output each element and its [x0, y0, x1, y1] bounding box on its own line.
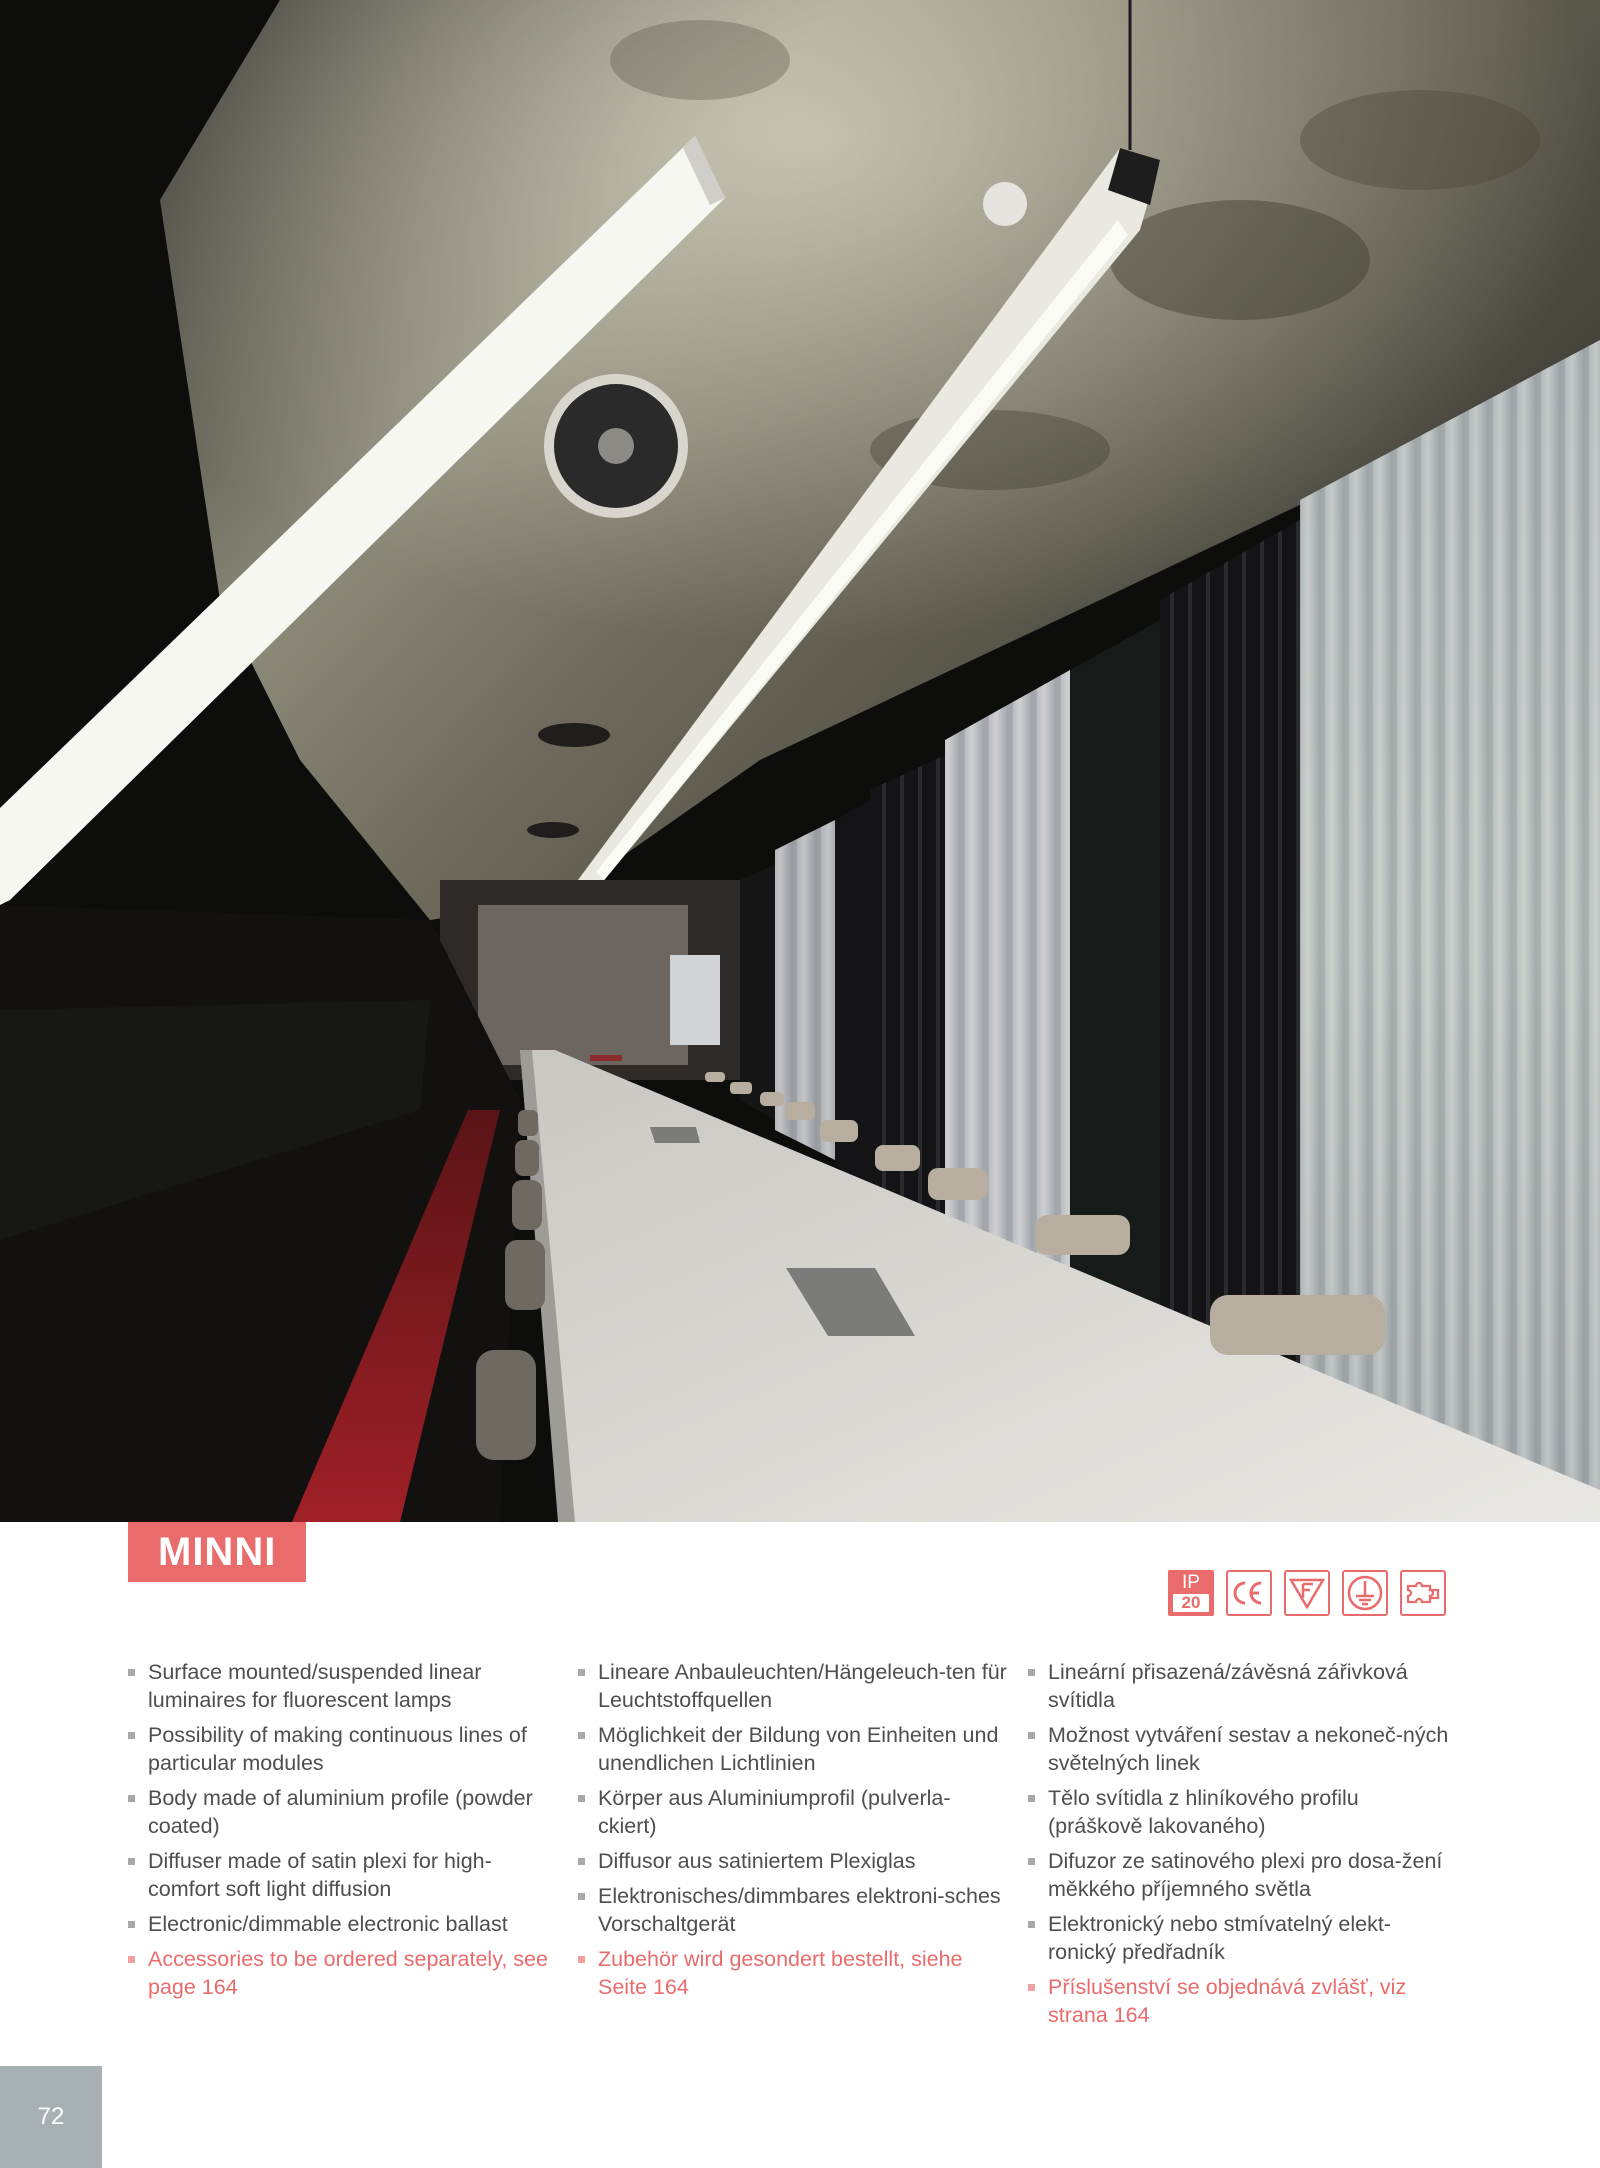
list-item: Lineare Anbauleuchten/Hängeleuch-ten für Leuchtstoffquellen: [578, 1658, 1028, 1714]
list-item: Tělo svítidla z hliníkového profilu (práškově lakovaného): [1028, 1784, 1478, 1840]
list-item: Möglichkeit der Bildung von Einheiten und unendlichen Lichtlinien: [578, 1721, 1028, 1777]
list-item: Surface mounted/suspended linear luminaires for fluorescent lamps: [128, 1658, 578, 1714]
column-german: [578, 1658, 1028, 2036]
list-item: Body made of aluminium profile (powder coated): [128, 1784, 578, 1840]
f-mark-icon: [1284, 1570, 1330, 1616]
feature-list-en: [128, 1658, 578, 2001]
column-english: [128, 1658, 578, 2036]
page-number: 72: [0, 2066, 102, 2168]
list-item: Elektronisches/dimmbares elektroni-sches Vorschaltgerät: [578, 1882, 1028, 1938]
accessories-note: Příslušenství se objednává zvlášť, viz strana 164: [1028, 1973, 1478, 2029]
list-item: Difuzor ze satinového plexi pro dosa-žení měkkého příjemného světla: [1028, 1847, 1478, 1903]
accessories-note: Zubehör wird gesondert bestellt, siehe Seite 164: [578, 1945, 1028, 2001]
list-item: Possibility of making continuous lines of particular modules: [128, 1721, 578, 1777]
list-item: Körper aus Aluminiumprofil (pulverla-ckiert): [578, 1784, 1028, 1840]
ip-number: 20: [1173, 1594, 1209, 1612]
list-item: Elektronický nebo stmívatelný elekt-ronický předřadník: [1028, 1910, 1478, 1966]
ip-rating-icon: [1168, 1570, 1214, 1616]
list-item: Diffuser made of satin plexi for high-comfort soft light diffusion: [128, 1847, 578, 1903]
earth-protection-icon: [1342, 1570, 1388, 1616]
accessory-puzzle-icon: [1400, 1570, 1446, 1616]
column-czech: [1028, 1658, 1478, 2036]
feature-list-cs: [1028, 1658, 1478, 2029]
ip-label: IP: [1182, 1572, 1200, 1593]
product-title: MINNI: [128, 1522, 306, 1582]
accessories-note: Accessories to be ordered separately, see page 164: [128, 1945, 578, 2001]
certification-icons: [1168, 1570, 1446, 1616]
feature-columns: [128, 1658, 1478, 2036]
list-item: Diffusor aus satiniertem Plexiglas: [578, 1847, 1028, 1875]
list-item: Lineární přisazená/závěsná zářivková svítidla: [1028, 1658, 1478, 1714]
list-item: Možnost vytváření sestav a nekoneč-ných světelných linek: [1028, 1721, 1478, 1777]
ce-mark-icon: [1226, 1570, 1272, 1616]
list-item: Electronic/dimmable electronic ballast: [128, 1910, 578, 1938]
feature-list-de: [578, 1658, 1028, 2001]
